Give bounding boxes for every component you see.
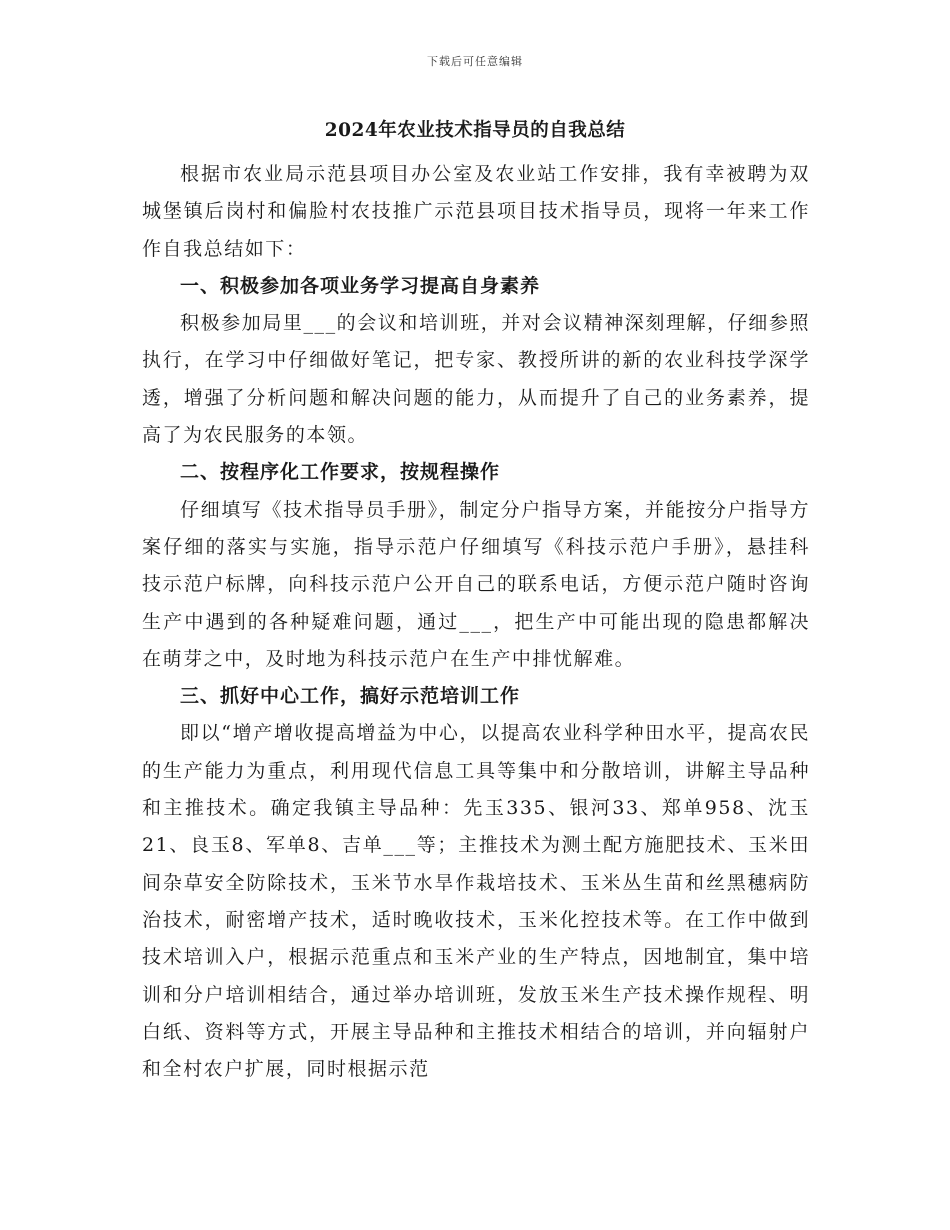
- section-heading-3: 三、抓好中心工作，搞好示范培训工作: [180, 685, 521, 708]
- section-paragraph-3: 即以“增产增收提高增益为中心，以提高农业科学种田水平，提高农民的生产能力为重点，利用现代信息工具等集中和分散培训，讲解主导品种和主推技术。确定我镇主导品种：先玉335、银河33、郑单958、沈玉21、良玉8、军单8、吉单___等；主推技术为测土配方施肥技术、玉米田间杂草安全防除技术，玉米节水旱作栽培技术、玉米丛生苗和丝黑穗病防治技术，耐密增产技术，适时晚收技术，玉米化控技术等。在工作中做到技术培训入户，根据示范重点和玉米产业的生产特点，因地制宜，集中培训和分户培训相结合，通过举办培训班，发放玉米生产技术操作规程、明白纸、资料等方式，开展主导品种和主推技术相结合的培训，并向辐射户和全村农户扩展，同时根据示范: [142, 722, 810, 1081]
- intro-paragraph: 根据市农业局示范县项目办公室及农业站工作安排，我有幸被聘为双城堡镇后岗村和偏脸村农技推广示范县项目技术指导员，现将一年来工作作自我总结如下：: [142, 163, 810, 260]
- section-paragraph-2: 仔细填写《技术指导员手册》，制定分户指导方案，并能按分户指导方案仔细的落实与实施，指导示范户仔细填写《科技示范户手册》，悬挂科技示范户标牌，向科技示范户公开自己的联系电话，方便示范户随时咨询生产中遇到的各种疑难问题，通过___，把生产中可能出现的隐患都解决在萌芽之中，及时地为科技示范户在生产中排忧解难。: [142, 498, 810, 670]
- section-heading-1: 一、积极参加各项业务学习提高自身素养: [180, 274, 541, 297]
- document-title: 2024年农业技术指导员的自我总结: [324, 120, 626, 141]
- document-body: [142, 156, 810, 1088]
- section-heading-2: 二、按程序化工作要求，按规程操作: [180, 461, 501, 484]
- header-note: 下载后可任意编辑: [427, 55, 523, 68]
- section-paragraph-1: 积极参加局里___的会议和培训班，并对会议精神深刻理解，仔细参照执行，在学习中仔细做好笔记，把专家、教授所讲的新的农业科技学深学透，增强了分析问题和解决问题的能力，从而提升了自己的业务素养，提高了为农民服务的本领。: [142, 312, 810, 447]
